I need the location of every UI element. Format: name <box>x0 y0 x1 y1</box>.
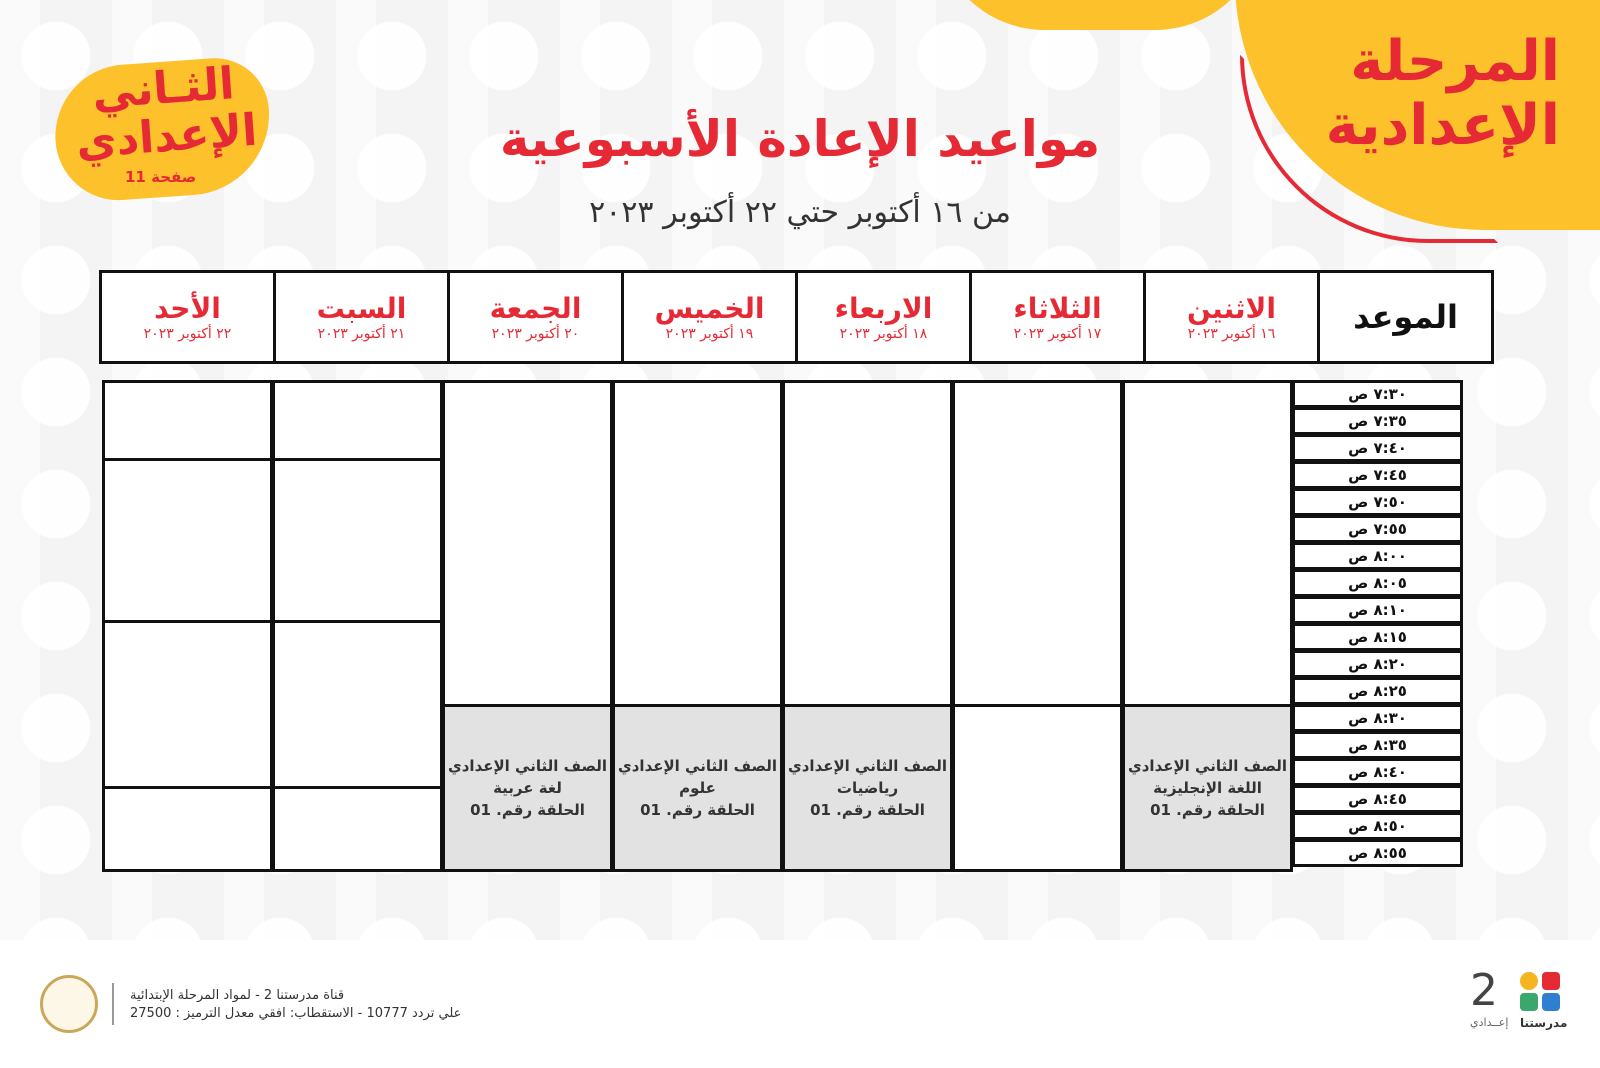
time-slot: ٧:٣٥ ص <box>1292 407 1463 435</box>
time-slot: ٨:٤٥ ص <box>1292 785 1463 813</box>
page-number: صفحة 11 <box>125 168 197 186</box>
day-date: ١٧ أكتوبر ٢٠٢٣ <box>1013 326 1102 342</box>
day-column-monday <box>1122 380 1293 872</box>
time-slot: ٨:٥٠ ص <box>1292 812 1463 840</box>
schedule-cell <box>952 704 1123 872</box>
day-name: الثلاثاء <box>1013 292 1102 325</box>
day-header-saturday <box>273 270 450 364</box>
day-header-tuesday <box>969 270 1146 364</box>
lesson-grade: الصف الثاني الإعدادي <box>1127 757 1287 775</box>
day-date: ٢٠ أكتوبر ٢٠٢٣ <box>491 326 580 342</box>
day-column-thursday <box>612 380 783 872</box>
lesson-info <box>448 755 607 821</box>
ministry-seal-icon <box>40 975 98 1033</box>
day-date: ١٩ أكتوبر ٢٠٢٣ <box>665 326 754 342</box>
day-name: الجمعة <box>489 292 582 325</box>
lesson-episode: الحلقة رقم. 01 <box>810 801 925 819</box>
day-header-friday <box>447 270 624 364</box>
lesson-grade: الصف الثاني الإعدادي <box>617 757 777 775</box>
lesson-cell-friday <box>442 704 613 872</box>
lesson-episode: الحلقة رقم. 01 <box>470 801 585 819</box>
time-slot: ٨:٢٠ ص <box>1292 650 1463 678</box>
time-slot: ٨:٥٥ ص <box>1292 839 1463 867</box>
time-slot: ٨:٠٠ ص <box>1292 542 1463 570</box>
lesson-info <box>788 755 947 821</box>
day-column-friday <box>442 380 613 872</box>
lesson-cell-thursday <box>612 704 783 872</box>
day-column-tuesday <box>952 380 1123 872</box>
time-slot: ٨:٢٥ ص <box>1292 677 1463 705</box>
time-slot: ٨:٣٠ ص <box>1292 704 1463 732</box>
day-name: الأحد <box>154 292 221 325</box>
day-name: السبت <box>316 292 407 325</box>
schedule-header <box>102 270 1494 364</box>
page-title: مواعيد الإعادة الأسبوعية <box>499 110 1101 168</box>
grade-badge-text <box>47 57 283 169</box>
schedule-cell <box>272 620 443 792</box>
schedule-cell <box>272 786 443 872</box>
lesson-subject: علوم <box>679 779 716 797</box>
time-header <box>1317 270 1494 364</box>
day-column-sunday <box>102 380 273 872</box>
lesson-cell-wednesday <box>782 704 953 872</box>
schedule-cell <box>952 380 1123 710</box>
lesson-episode: الحلقة رقم. 01 <box>640 801 755 819</box>
schedule-cell <box>102 620 273 792</box>
schedule-cell <box>272 458 443 626</box>
schedule-cell <box>612 380 783 710</box>
lesson-info <box>618 755 777 821</box>
time-slot: ٨:١٥ ص <box>1292 623 1463 651</box>
schedule-cell <box>272 380 443 464</box>
lesson-cell-monday <box>1122 704 1293 872</box>
lesson-subject: اللغة الإنجليزية <box>1153 779 1262 797</box>
day-name: الخميس <box>654 292 765 325</box>
lesson-subject: لغة عربية <box>493 779 562 797</box>
day-column-saturday <box>272 380 443 872</box>
day-header-wednesday <box>795 270 972 364</box>
time-slot: ٨:٠٥ ص <box>1292 569 1463 597</box>
day-header-sunday <box>99 270 276 364</box>
footer-divider <box>112 983 114 1025</box>
schedule-cell <box>102 458 273 626</box>
day-date: ١٨ أكتوبر ٢٠٢٣ <box>839 326 928 342</box>
schedule-cell <box>102 380 273 464</box>
madrasatna-logo-icon <box>1520 972 1562 1012</box>
schedule-cell <box>102 786 273 872</box>
stage-label-line1: المرحلة <box>1350 29 1560 94</box>
logo-name: مدرستنا <box>1520 1016 1568 1030</box>
day-header-monday <box>1143 270 1320 364</box>
schedule-cell <box>782 380 953 710</box>
logo-number: 2 <box>1470 965 1498 1016</box>
time-slot: ٨:١٠ ص <box>1292 596 1463 624</box>
footer-channel-line: قناة مدرستنا 2 - لمواد المرحلة الإبتدائية <box>130 988 345 1003</box>
time-slot: ٧:٤٠ ص <box>1292 434 1463 462</box>
day-date: ٢٢ أكتوبر ٢٠٢٣ <box>143 326 232 342</box>
time-slot: ٧:٣٠ ص <box>1292 380 1463 408</box>
lesson-subject: رياضيات <box>836 779 899 797</box>
stage-label-line2: الإعدادية <box>1325 93 1560 158</box>
page-subtitle: من ١٦ أكتوبر حتي ٢٢ أكتوبر ٢٠٢٣ <box>589 195 1011 230</box>
lesson-grade: الصف الثاني الإعدادي <box>447 757 607 775</box>
lesson-episode: الحلقة رقم. 01 <box>1150 801 1265 819</box>
day-name: الاثنين <box>1186 292 1277 325</box>
day-date: ١٦ أكتوبر ٢٠٢٣ <box>1187 326 1276 342</box>
day-header-thursday <box>621 270 798 364</box>
footer <box>0 940 1600 1068</box>
time-slot: ٨:٤٠ ص <box>1292 758 1463 786</box>
lesson-info <box>1128 755 1287 821</box>
grade-badge-line2: الإعدادي <box>74 104 259 169</box>
logo-subtitle: إعــدادي <box>1470 1016 1509 1029</box>
day-name: الاربعاء <box>834 292 933 325</box>
schedule-cell <box>1122 380 1293 710</box>
day-column-wednesday <box>782 380 953 872</box>
day-date: ٢١ أكتوبر ٢٠٢٣ <box>317 326 406 342</box>
time-slot: ٨:٣٥ ص <box>1292 731 1463 759</box>
stage-label <box>1326 30 1560 158</box>
time-slot: ٧:٤٥ ص <box>1292 461 1463 489</box>
schedule-cell <box>442 380 613 710</box>
lesson-grade: الصف الثاني الإعدادي <box>787 757 947 775</box>
time-header-label: الموعد <box>1353 298 1458 336</box>
grade-badge-line1: الثـاني <box>90 58 236 119</box>
time-slot: ٧:٥٠ ص <box>1292 488 1463 516</box>
footer-frequency-line: علي تردد 10777 - الاستقطاب: افقي معدل الترميز : 27500 <box>130 1006 462 1021</box>
time-slot: ٧:٥٥ ص <box>1292 515 1463 543</box>
